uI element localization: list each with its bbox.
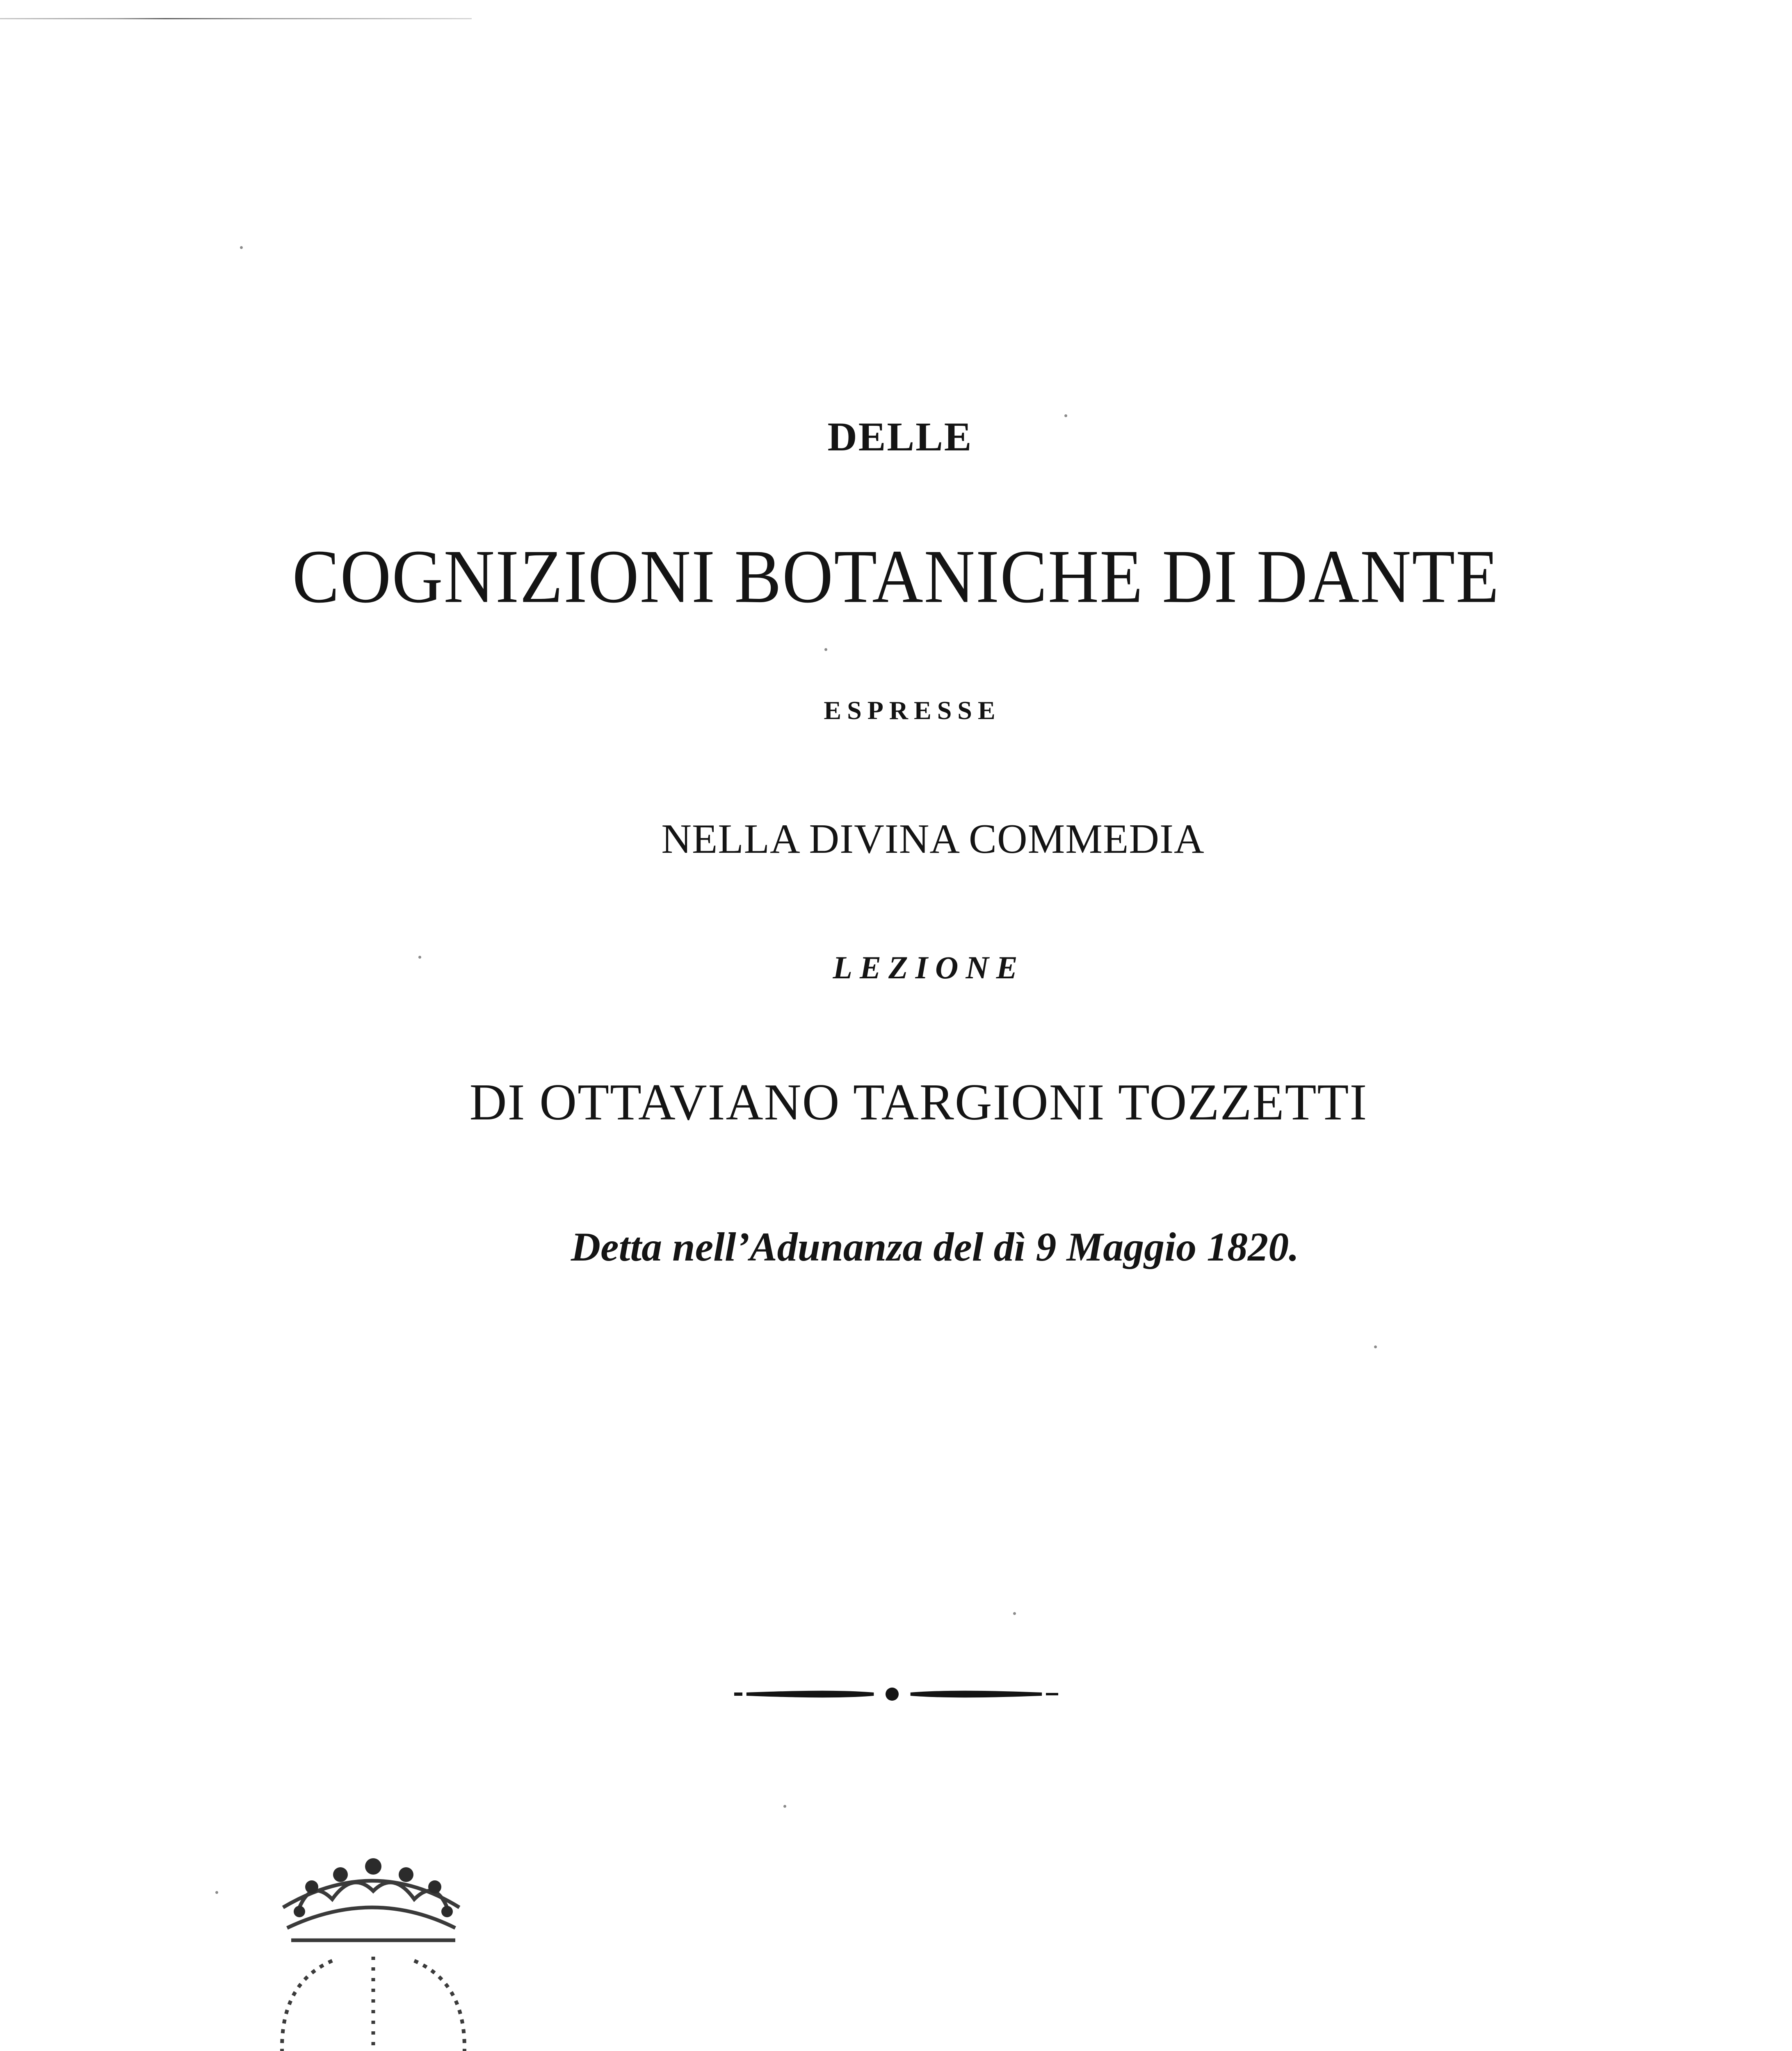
delivery-note: Detta nell’Adunanza del dì 9 Maggio 1820.: [571, 1224, 1299, 1270]
library-stamp-icon: [230, 1838, 517, 2051]
paper-speck: [1374, 1345, 1377, 1348]
main-title: COGNIZIONI BOTANICHE DI DANTE: [292, 534, 1500, 619]
scan-edge-rule: [0, 18, 472, 19]
title-line-lezione: LEZIONE: [833, 950, 1025, 985]
ornamental-rule: [0, 1682, 1792, 1706]
scan-edge-mark: [0, 16, 472, 21]
paper-speck: [824, 648, 827, 651]
paper-speck: [1013, 1612, 1016, 1615]
title-line-work: NELLA DIVINA COMMEDIA: [661, 816, 1205, 862]
title-line-delle: DELLE: [827, 414, 973, 459]
paper-speck: [215, 1891, 218, 1894]
title-line-espresse: ESPRESSE: [824, 696, 1001, 725]
author-line: DI OTTAVIANO TARGIONI TOZZETTI: [469, 1074, 1368, 1131]
paper-speck: [783, 1805, 786, 1808]
paper-speck: [240, 246, 243, 249]
